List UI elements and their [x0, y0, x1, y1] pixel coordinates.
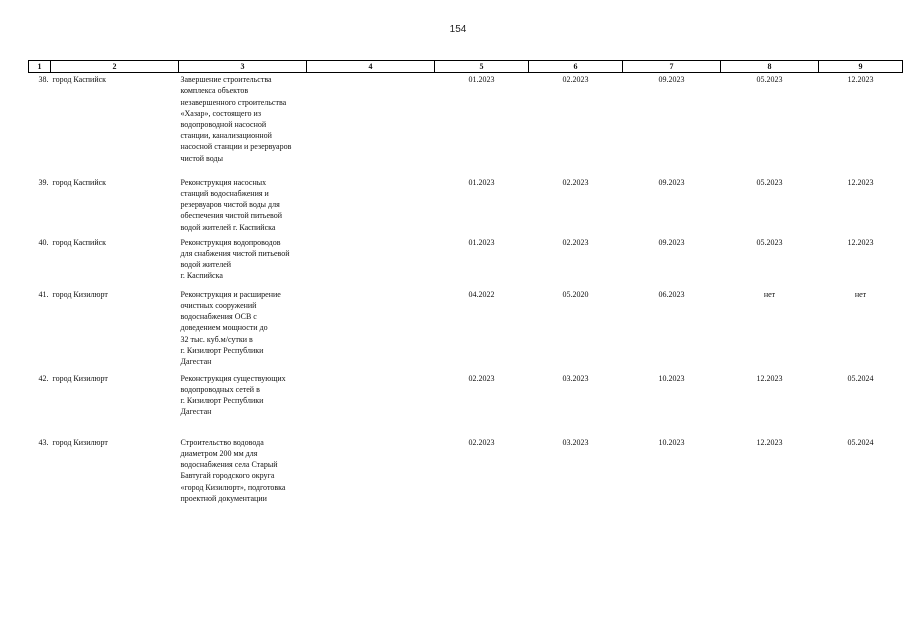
row-description: [179, 289, 307, 373]
row-col6: 03.2023: [562, 437, 589, 447]
row-col7: 10.2023: [658, 373, 685, 383]
description-line: доведением мощности до: [180, 323, 268, 333]
description-line: Бавтугай городского округа: [180, 471, 275, 481]
column-header: 7: [623, 61, 721, 73]
description-line: чистой воды: [180, 153, 223, 163]
description-line: «Хазар», состоящего из: [180, 108, 261, 118]
row-col7: 06.2023: [658, 289, 685, 299]
description-line: Дагестан: [180, 356, 212, 366]
column-header: 1: [29, 61, 51, 73]
row-col5: 04.2022: [468, 289, 495, 299]
row-col5: 02.2023: [468, 373, 495, 383]
table-row: [29, 373, 903, 437]
row-col8: 05.2023: [756, 75, 783, 85]
row-number: 39.: [38, 177, 49, 187]
description-line: Завершение строительства: [180, 75, 272, 85]
row-city: город Каспийск: [52, 177, 107, 187]
column-header: 2: [51, 61, 179, 73]
row-city: город Каспийск: [52, 75, 107, 85]
row-col5: 02.2023: [468, 437, 495, 447]
row-col4: [307, 289, 435, 373]
row-col5: 01.2023: [468, 237, 495, 247]
description-line: Реконструкция и расширение: [180, 289, 281, 299]
row-col7: 09.2023: [658, 237, 685, 247]
description-line: Реконструкция существующих: [180, 373, 286, 383]
column-header: 3: [179, 61, 307, 73]
description-line: насосной станции и резервуаров: [180, 142, 292, 152]
row-col6: 05.2020: [562, 289, 589, 299]
row-number: 43.: [38, 437, 49, 447]
row-number: 38.: [38, 75, 49, 85]
row-col9: 12.2023: [847, 177, 874, 187]
row-col9: 12.2023: [847, 75, 874, 85]
description-line: 32 тыс. куб.м/сутки в: [180, 334, 253, 344]
row-col8: 12.2023: [756, 437, 783, 447]
table-row: [29, 289, 903, 373]
description-line: г. Каспийска: [180, 271, 223, 281]
column-header: 8: [721, 61, 819, 73]
description-line: очистных сооружений: [180, 300, 257, 310]
row-col4: [307, 177, 435, 237]
description-line: обеспечения чистой питьевой: [180, 211, 283, 221]
row-description: [179, 237, 307, 289]
description-line: водопроводной насосной: [180, 120, 267, 130]
table-row: [29, 237, 903, 289]
row-col9: 12.2023: [847, 237, 874, 247]
row-col9: 05.2024: [847, 373, 874, 383]
row-col9: 05.2024: [847, 437, 874, 447]
page-number: 154: [449, 24, 467, 35]
row-city: город Кизилюрт: [52, 289, 108, 299]
row-number: 41.: [38, 289, 49, 299]
row-city: город Каспийск: [52, 237, 107, 247]
row-description: [179, 177, 307, 237]
column-header: 6: [529, 61, 623, 73]
table-row: [29, 437, 903, 509]
row-col8: 12.2023: [756, 373, 783, 383]
row-col7: 09.2023: [658, 177, 685, 187]
row-col5: 01.2023: [468, 75, 495, 85]
description-line: Дагестан: [180, 407, 212, 417]
description-line: диаметром 200 мм для: [180, 448, 258, 458]
description-line: незавершенного строительства: [180, 97, 287, 107]
description-line: Строительство водовода: [180, 437, 264, 447]
column-header: 9: [819, 61, 903, 73]
description-line: резервуаров чистой воды для: [180, 200, 280, 210]
row-col7: 09.2023: [658, 75, 685, 85]
table-row: [29, 73, 903, 177]
row-description: [179, 373, 307, 437]
description-line: г. Кизилюрт Республики: [180, 396, 264, 406]
description-line: водой жителей: [180, 260, 232, 270]
row-col9: нет: [854, 289, 867, 299]
row-col8: нет: [763, 289, 776, 299]
row-col6: 02.2023: [562, 75, 589, 85]
row-col8: 05.2023: [756, 237, 783, 247]
table-row: [29, 177, 903, 237]
row-number: 40.: [38, 237, 49, 247]
row-col8: 05.2023: [756, 177, 783, 187]
description-line: проектной документации: [180, 493, 267, 503]
row-description: [179, 73, 307, 177]
row-col6: 03.2023: [562, 373, 589, 383]
description-line: станции, канализационной: [180, 131, 272, 141]
row-col6: 02.2023: [562, 177, 589, 187]
row-col7: 10.2023: [658, 437, 685, 447]
row-col5: 01.2023: [468, 177, 495, 187]
description-line: Реконструкция насосных: [180, 177, 267, 187]
description-line: водоснабжения ОСВ с: [180, 312, 257, 322]
column-header: 4: [307, 61, 435, 73]
row-col4: [307, 437, 435, 509]
row-col4: [307, 237, 435, 289]
description-line: для снабжения чистой питьевой: [180, 248, 290, 258]
description-line: водоснабжения села Старый: [180, 460, 278, 470]
row-col4: [307, 73, 435, 177]
row-city: город Кизилюрт: [52, 437, 108, 447]
row-number: 42.: [38, 373, 49, 383]
description-line: «город Кизилюрт», подготовка: [180, 482, 286, 492]
description-line: водой жителей г. Каспийска: [180, 222, 276, 232]
description-line: Реконструкция водопроводов: [180, 237, 281, 247]
description-line: станций водоснабжения и: [180, 188, 269, 198]
description-line: водопроводных сетей в: [180, 384, 260, 394]
table-body: [29, 73, 903, 509]
header-row: [29, 61, 903, 73]
row-description: [179, 437, 307, 509]
description-line: комплекса объектов: [180, 86, 249, 96]
column-header: 5: [435, 61, 529, 73]
row-col6: 02.2023: [562, 237, 589, 247]
description-line: г. Кизилюрт Республики: [180, 345, 264, 355]
row-col4: [307, 373, 435, 437]
data-table: [28, 60, 903, 509]
row-city: город Кизилюрт: [52, 373, 108, 383]
